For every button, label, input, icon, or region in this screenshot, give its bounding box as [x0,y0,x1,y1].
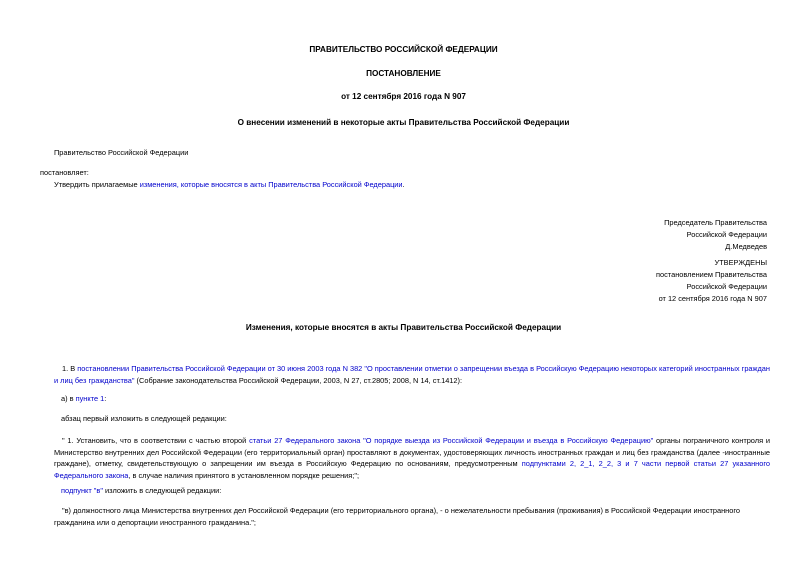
document-date-number: от 12 сентября 2016 года N 907 [341,92,466,101]
approved-block [656,257,767,305]
approved-date: от 12 сентября 2016 года N 907 [658,294,767,303]
resolution-382-link[interactable]: постановлении Правительства Российской Федерации от 30 июня 2003 года N 382 "О проставлении отметки о запрещении въезда в Российскую Федерацию некоторых категорий иностранных граждан и лиц без гражданства" [54,364,770,385]
quote-part-3: , в случае наличия принятого в установленном порядке решения;"; [128,470,360,480]
changes-link[interactable]: изменения, которые вносятся в акты Правительства Российской Федерации [139,180,403,189]
signature-name: Д.Медведев [725,242,767,251]
subitem-a-prefix: а) в [61,394,76,403]
government-line: Правительство Российской Федерации [54,148,189,157]
approved-by: постановлением Правительства [656,270,767,279]
changes-title: Изменения, которые вносятся в акты Правительства Российской Федерации [245,323,562,332]
paragraph-1-number: 1. В [62,364,78,373]
subpoints-link[interactable]: подпунктами 2, 2_1, 2_2, 3 и 7 части первой статьи 27 указанного Федерального закона [54,459,770,480]
decides-line: постановляет: [40,168,89,177]
signature-block [664,217,767,253]
subpoint-v-suffix: изложить в следующей редакции: [102,486,222,495]
first-paragraph-note: абзац первый изложить в следующей редакции: [61,414,227,423]
subitem-a-suffix: : [104,394,107,403]
signature-country: Российской Федерации [686,230,767,239]
approved-heading: УТВЕРЖДЕНЫ [714,258,767,267]
approve-suffix: . [402,180,405,189]
government-heading: ПРАВИТЕЛЬСТВО РОССИЙСКОЙ ФЕДЕРАЦИИ [309,45,498,54]
point-1-link[interactable]: пункте 1 [75,394,105,403]
paragraph-1-suffix: (Собрание законодательства Российской Федерации, 2003, N 27, ст.2805; 2008, N 14, ст.1412): [134,375,463,385]
article-27-link[interactable]: статьи 27 Федерального закона "О порядке выезда из Российской Федерации и въезда в Российскую Федерацию" [249,436,654,445]
approve-prefix: Утвердить прилагаемые [54,180,140,189]
document-title: О внесении изменений в некоторые акты Правительства Российской Федерации [237,118,570,127]
approve-paragraph [54,180,405,189]
subpoint-v-line [61,486,221,495]
approved-country: Российской Федерации [686,282,767,291]
subpoint-v-text: "в) должностного лица Министерства внутренних дел Российской Федерации (его территориального органа), - о нежелательности пребывания (проживания) в Российской Федерации иностранного гражданина или о депортации иностранного гражданина."; [54,506,740,527]
quote-part-2: органы пограничного контроля и Министерство внутренних дел Российской Федерации (его территориальный орган) проставляют в документах, удостоверяющих личность иностранных граждан и лиц без гражданства (далее -иностранные граждане), отметку, свидетельствующую о запрещении им въезда в Российскую Федерацию по основаниям, предусмотренным [54,436,770,468]
quote-part-1: " 1. Установить, что в соответствии с частью второй [62,436,250,445]
quoted-paragraph [54,435,770,481]
signature-title: Председатель Правительства [664,218,767,227]
document-type: ПОСТАНОВЛЕНИЕ [366,69,441,78]
subpoint-v-link[interactable]: подпункт "в" [61,486,103,495]
subitem-a [61,394,106,403]
paragraph-1 [54,363,770,386]
